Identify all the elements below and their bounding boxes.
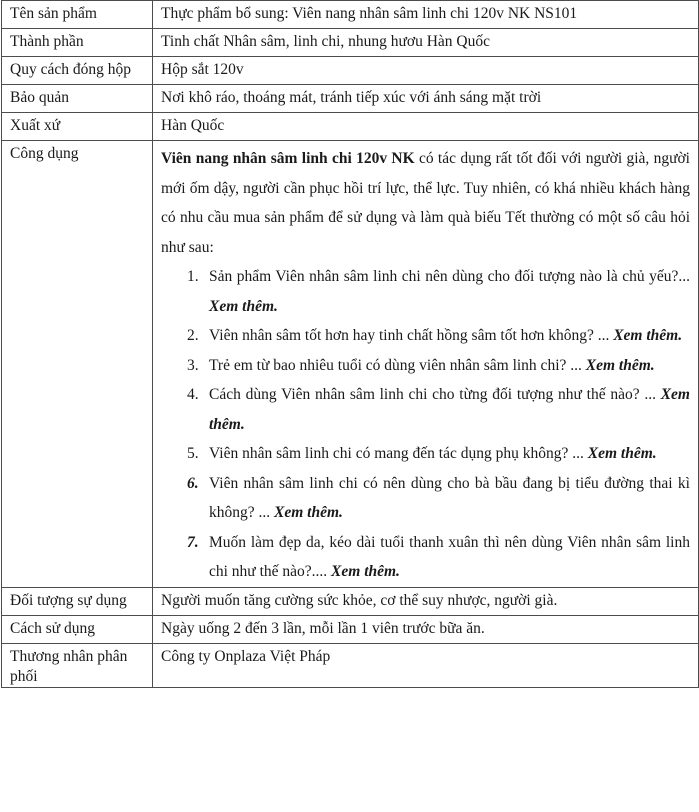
faq-number: 2. bbox=[187, 327, 199, 344]
label-storage: Bảo quản bbox=[2, 85, 153, 113]
label-target-users: Đối tượng sự dụng bbox=[2, 587, 153, 615]
usage-intro-text: có tác dụng rất tốt đối với người già, người mới ốm dậy, người cần phục hồi trí lực, thể lực. Tuy nhiên, có khá nhiều khách hàng có nhu cầu mua sản phẩm để sử dụng và làm quà biếu Tết thường có một số câu hỏi như sau: bbox=[161, 150, 690, 256]
value-storage: Nơi khô ráo, thoáng mát, tránh tiếp xúc với ánh sáng mặt trời bbox=[153, 85, 699, 113]
label-packaging: Quy cách đóng hộp bbox=[2, 57, 153, 85]
see-more-link[interactable]: Xem thêm. bbox=[331, 563, 400, 580]
value-origin: Hàn Quốc bbox=[153, 113, 699, 141]
see-more-link[interactable]: Xem thêm. bbox=[209, 386, 690, 433]
value-packaging: Hộp sắt 120v bbox=[153, 57, 699, 85]
value-distributor: Công ty Onplaza Việt Pháp bbox=[153, 643, 699, 687]
faq-item-5 bbox=[187, 439, 690, 469]
usage-intro-bold: Viên nang nhân sâm linh chi 120v NK bbox=[161, 150, 415, 167]
see-more-link[interactable]: Xem thêm. bbox=[613, 327, 683, 344]
faq-item-7 bbox=[187, 528, 690, 587]
row-origin bbox=[2, 113, 699, 141]
faq-number: 7. bbox=[187, 533, 199, 551]
faq-question: Viên nhân sâm tốt hơn hay tinh chất hồng sâm tốt hơn không? ... bbox=[209, 327, 614, 344]
faq-item-2 bbox=[187, 321, 690, 351]
faq-question: Viên nhân sâm linh chi có mang đến tác dụng phụ không? ... bbox=[209, 445, 588, 462]
faq-number: 4. bbox=[187, 386, 199, 403]
value-product-name: Thực phẩm bổ sung: Viên nang nhân sâm linh chi 120v NK NS101 bbox=[153, 1, 699, 29]
row-distributor bbox=[2, 643, 699, 687]
row-ingredients bbox=[2, 29, 699, 57]
value-ingredients: Tinh chất Nhân sâm, linh chi, nhung hươu Hàn Quốc bbox=[153, 29, 699, 57]
see-more-link[interactable]: Xem thêm. bbox=[209, 297, 278, 315]
label-product-name: Tên sản phẩm bbox=[2, 1, 153, 29]
faq-item-6 bbox=[187, 469, 690, 528]
faq-list bbox=[161, 262, 690, 587]
faq-item-3 bbox=[187, 351, 690, 381]
value-target-users: Người muốn tăng cường sức khỏe, cơ thể suy nhược, người già. bbox=[153, 587, 699, 615]
faq-question: Cách dùng Viên nhân sâm linh chi cho từng đối tượng như thế nào? ... bbox=[209, 386, 661, 403]
faq-number: 3. bbox=[187, 356, 199, 374]
label-usage: Công dụng bbox=[2, 141, 153, 588]
row-product-name bbox=[2, 1, 699, 29]
value-usage bbox=[153, 141, 699, 588]
label-origin: Xuất xứ bbox=[2, 113, 153, 141]
row-directions bbox=[2, 615, 699, 643]
faq-number: 1. bbox=[187, 268, 199, 285]
row-packaging bbox=[2, 57, 699, 85]
faq-number: 5. bbox=[187, 445, 199, 462]
label-distributor: Thương nhân phân phối bbox=[2, 643, 153, 687]
usage-description bbox=[161, 144, 690, 262]
row-storage bbox=[2, 85, 699, 113]
faq-item-4 bbox=[187, 380, 690, 439]
see-more-link[interactable]: Xem thêm. bbox=[587, 445, 657, 462]
see-more-link[interactable]: Xem thêm. bbox=[274, 504, 343, 521]
faq-question: Viên nhân sâm linh chi có nên dùng cho bà bầu đang bị tiểu đường thai kì không? ... bbox=[209, 474, 690, 521]
faq-item-1 bbox=[187, 262, 690, 321]
faq-number: 6. bbox=[187, 474, 199, 492]
label-ingredients: Thành phần bbox=[2, 29, 153, 57]
label-directions: Cách sử dụng bbox=[2, 615, 153, 643]
faq-question: Sản phẩm Viên nhân sâm linh chi nên dùng cho đối tượng nào là chủ yếu?... bbox=[209, 268, 690, 285]
row-usage bbox=[2, 141, 699, 588]
value-directions: Ngày uống 2 đến 3 lần, mỗi lần 1 viên trước bữa ăn. bbox=[153, 615, 699, 643]
product-spec-table bbox=[1, 0, 699, 688]
faq-question: Trẻ em từ bao nhiêu tuổi có dùng viên nhân sâm linh chi? ... bbox=[209, 356, 586, 374]
row-target-users bbox=[2, 587, 699, 615]
faq-question: Muốn làm đẹp da, kéo dài tuổi thanh xuân thì nên dùng Viên nhân sâm linh chi như thế nào?.... bbox=[209, 533, 690, 580]
see-more-link[interactable]: Xem thêm. bbox=[585, 356, 655, 374]
